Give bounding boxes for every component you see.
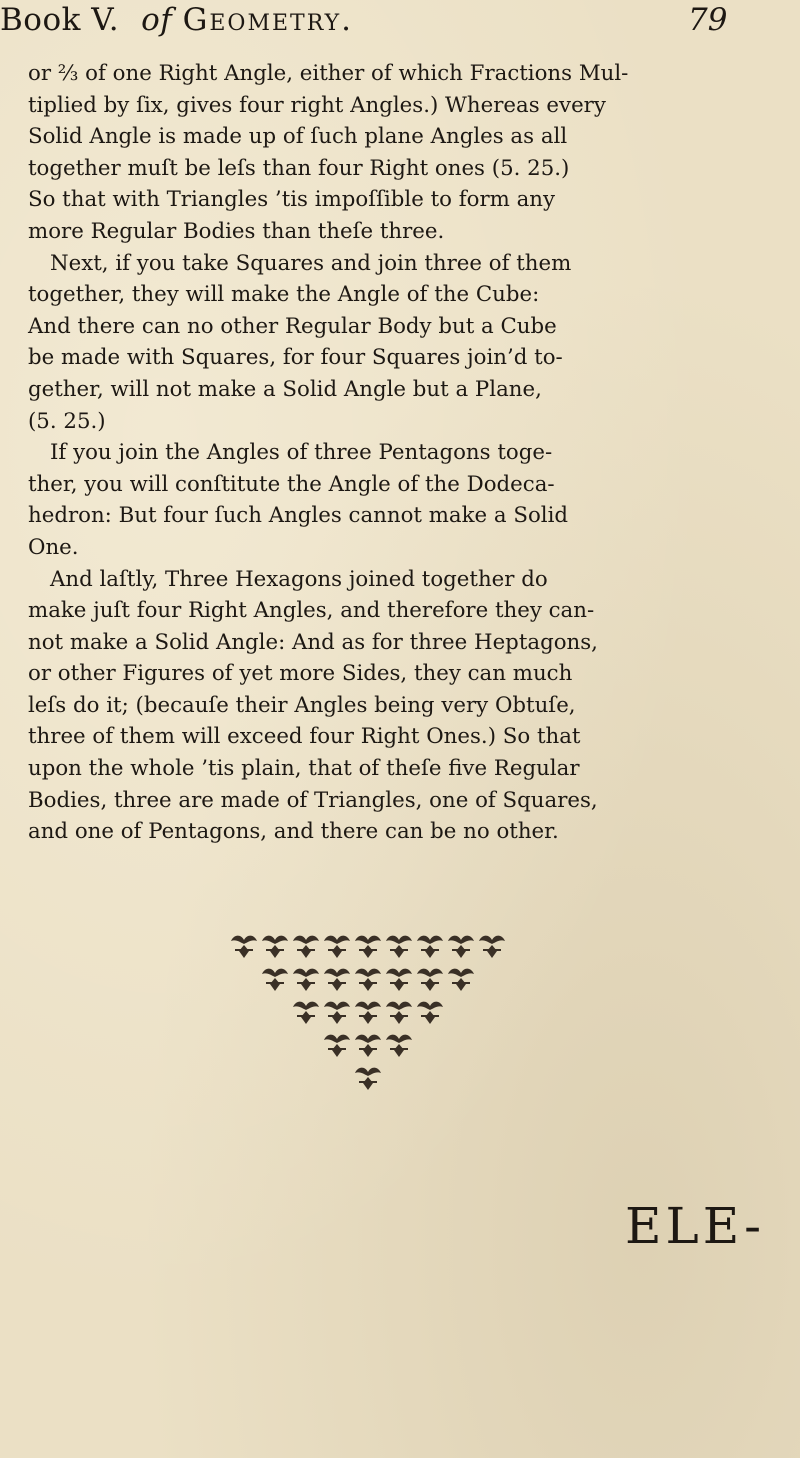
ornament-flourish (448, 936, 474, 958)
title-of: of (141, 2, 173, 38)
text-line: And there can no other Regular Body but a Cube (28, 313, 557, 339)
text-line: Next, if you take Squares and join three of them (50, 250, 572, 276)
ornament-flourish (324, 1035, 350, 1057)
text-line: One. (28, 534, 79, 560)
ornament-flourish (386, 1002, 412, 1024)
text-line: So that with Triangles ’tis impoſſible to form any (28, 187, 556, 213)
body-text (28, 58, 773, 848)
text-line: be made with Squares, for four Squares join’d to- (28, 345, 563, 371)
ornament-flourish (417, 969, 443, 991)
text-line: If you join the Angles of three Pentagons toge- (50, 440, 553, 466)
text-line: make juſt four Right Angles, and therefore they can- (28, 598, 595, 624)
ornament-flourish (355, 936, 381, 958)
catchword: ELE- (625, 1197, 766, 1255)
page-number: 79 (688, 2, 728, 38)
ornament-flourish (448, 969, 474, 991)
printers-ornament-tailpiece (228, 925, 508, 1105)
ornament-flourish (417, 936, 443, 958)
ornament-flourish (355, 1035, 381, 1057)
text-line: or ⅔ of one Right Angle, either of which Fractions Mul- (28, 61, 629, 86)
text-line: hedron: But four ſuch Angles cannot make a Solid (28, 503, 569, 529)
ornament-flourish (355, 969, 381, 991)
text-line: and one of Pentagons, and there can be no other. (28, 819, 559, 845)
ornament-flourish (386, 969, 412, 991)
ornament-flourish (293, 1002, 319, 1024)
text-line: Solid Angle is made up of ſuch plane Angles as all (28, 124, 568, 150)
ornament-flourish (417, 1002, 443, 1024)
ornament-flourish (293, 969, 319, 991)
ornament-flourish (324, 936, 350, 958)
text-line: tiplied by ſix, gives four right Angles.) Whereas every (28, 92, 606, 118)
title-subject: Geometry. (182, 2, 353, 38)
text-line: not make a Solid Angle: And as for three Heptagons, (28, 629, 598, 655)
text-line: gether, will not make a Solid Angle but a Plane, (28, 376, 542, 402)
ornament-flourish (324, 969, 350, 991)
text-line: leſs do it; (becauſe their Angles being very Obtuſe, (28, 692, 576, 718)
ornament-flourish (355, 1068, 381, 1090)
text-line: together muſt be leſs than four Right ones (5. 25.) (28, 155, 570, 181)
ornament-flourish (262, 969, 288, 991)
text-line: Bodies, three are made of Triangles, one of Squares, (28, 787, 598, 813)
text-line: (5. 25.) (28, 408, 106, 434)
text-line: upon the whole ’tis plain, that of theſe five Regular (28, 756, 580, 782)
text-line: or other Figures of yet more Sides, they can much (28, 661, 573, 687)
ornament-flourish (355, 1002, 381, 1024)
book-number: Book V. (0, 2, 120, 38)
ornament-flourish (386, 936, 412, 958)
ornament-flourish (386, 1035, 412, 1057)
ornament-flourish (293, 936, 319, 958)
ornament-flourish (324, 1002, 350, 1024)
text-line: ther, you will conſtitute the Angle of the Dodeca- (28, 471, 555, 497)
text-line: three of them will exceed four Right Ones.) So that (28, 724, 581, 750)
text-line: together, they will make the Angle of the Cube: (28, 282, 540, 308)
text-line: more Regular Bodies than theſe three. (28, 218, 445, 244)
running-header (0, 0, 800, 50)
ornament-flourish (262, 936, 288, 958)
ornament-flourish (479, 936, 505, 958)
text-line: And laſtly, Three Hexagons joined together do (50, 566, 548, 592)
running-title (0, 2, 353, 38)
ornament-flourish (231, 936, 257, 958)
